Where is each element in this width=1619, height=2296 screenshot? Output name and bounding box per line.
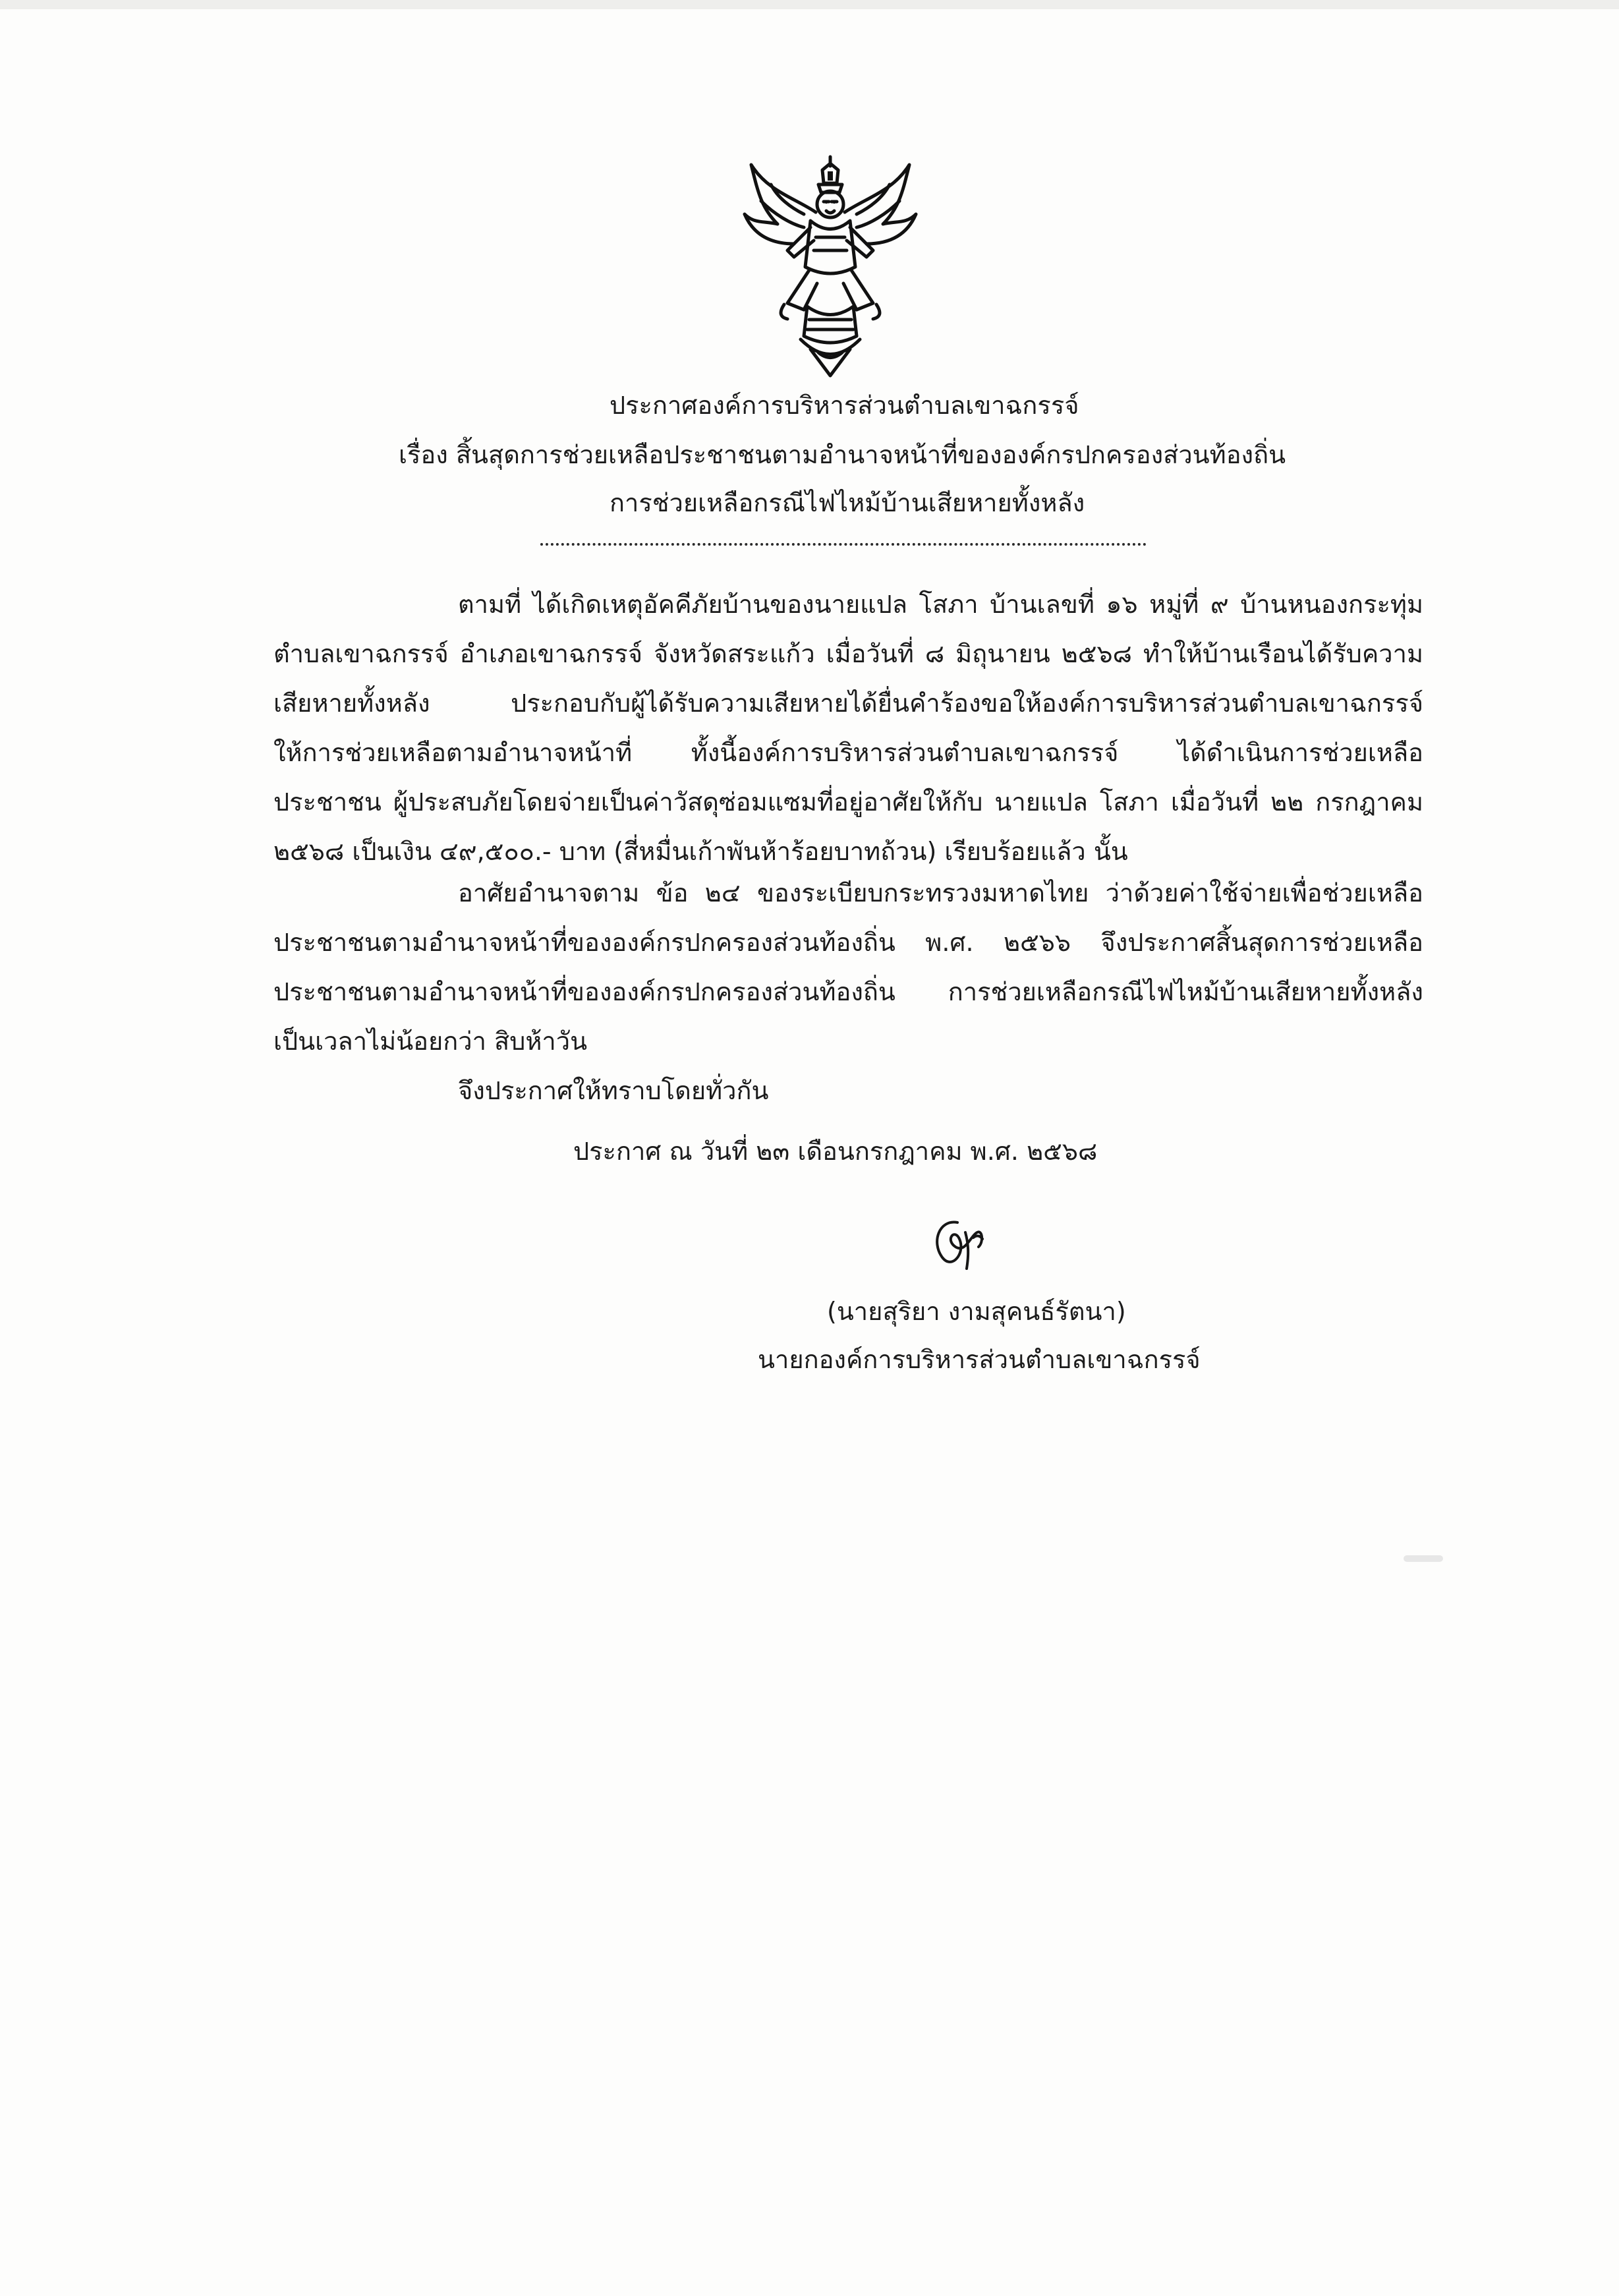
announcement-subject-line2: การช่วยเหลือกรณีไฟไหม้บ้านเสียหายทั้งหลัง [610,488,1085,517]
scan-edge [0,0,1619,9]
handwritten-signature-icon [919,1206,998,1285]
signatory-name: (นายสุริยา งามสุคนธ์รัตนา) [827,1297,1126,1326]
closing-statement: จึงประกาศให้ทราบโดยทั่วกัน [458,1076,769,1105]
scan-smudge [1404,1555,1443,1562]
dotted-divider [540,539,1147,546]
body-paragraph-1: ตามที่ ได้เกิดเหตุอัคคีภัยบ้านของนายแปล โสภา บ้านเลขที่ ๑๖ หมู่ที่ ๙ บ้านหนองกระทุ่ม ตำบลเขาฉกรรจ์ อำเภอเขาฉกรรจ์ จังหวัดสระแก้ว เมื่อวันที่ ๘ มิถุนายน ๒๕๖๘ ทำให้บ้านเรือนได้รับความเสียหายทั้งหลัง ประกอบกับผู้ได้รับความเสียหายได้ยื่นคำร้องขอให้องค์การบริหารส่วนตำบลเขาฉกรรจ์ ให้การช่วยเหลือตามอำนาจหน้าที่ ทั้งนี้องค์การบริหารส่วนตำบลเขาฉกรรจ์ ได้ดำเนินการช่วยเหลือประชาชน ผู้ประสบภัยโดยจ่ายเป็นค่าวัสดุซ่อมแซมที่อยู่อาศัยให้กับ นายแปล โสภา เมื่อวันที่ ๒๒ กรกฎาคม ๒๕๖๘ เป็นเงิน ๔๙,๕๐๐.- บาท (สี่หมื่นเก้าพันห้าร้อยบาทถ้วน) เรียบร้อยแล้ว นั้น [273,590,1423,866]
signatory-position: นายกองค์การบริหารส่วนตำบลเขาฉกรรจ์ [758,1345,1201,1374]
announcement-subject: เรื่อง สิ้นสุดการช่วยเหลือประชาชนตามอำนาจหน้าที่ขององค์กรปกครองส่วนท้องถิ่น [399,440,1286,469]
announcement-title: ประกาศองค์การบริหารส่วนตำบลเขาฉกรรจ์ [610,391,1079,420]
garuda-emblem-icon [731,152,929,379]
body-paragraph-2: อาศัยอำนาจตาม ข้อ ๒๔ ของระเบียบกระทรวงมหาดไทย ว่าด้วยค่าใช้จ่ายเพื่อช่วยเหลือ ประชาชนตามอำนาจหน้าที่ขององค์กรปกครองส่วนท้องถิ่น พ.ศ. ๒๕๖๖ จึงประกาศสิ้นสุดการช่วยเหลือ ประชาชนตามอำนาจหน้าที่ขององค์กรปกครองส่วนท้องถิ่น การช่วยเหลือกรณีไฟไหม้บ้านเสียหายทั้งหลัง เป็นเวลาไม่น้อยกว่า สิบห้าวัน [273,878,1423,1056]
announcement-date: ประกาศ ณ วันที่ ๒๓ เดือนกรกฎาคม พ.ศ. ๒๕๖๘ [573,1137,1098,1166]
